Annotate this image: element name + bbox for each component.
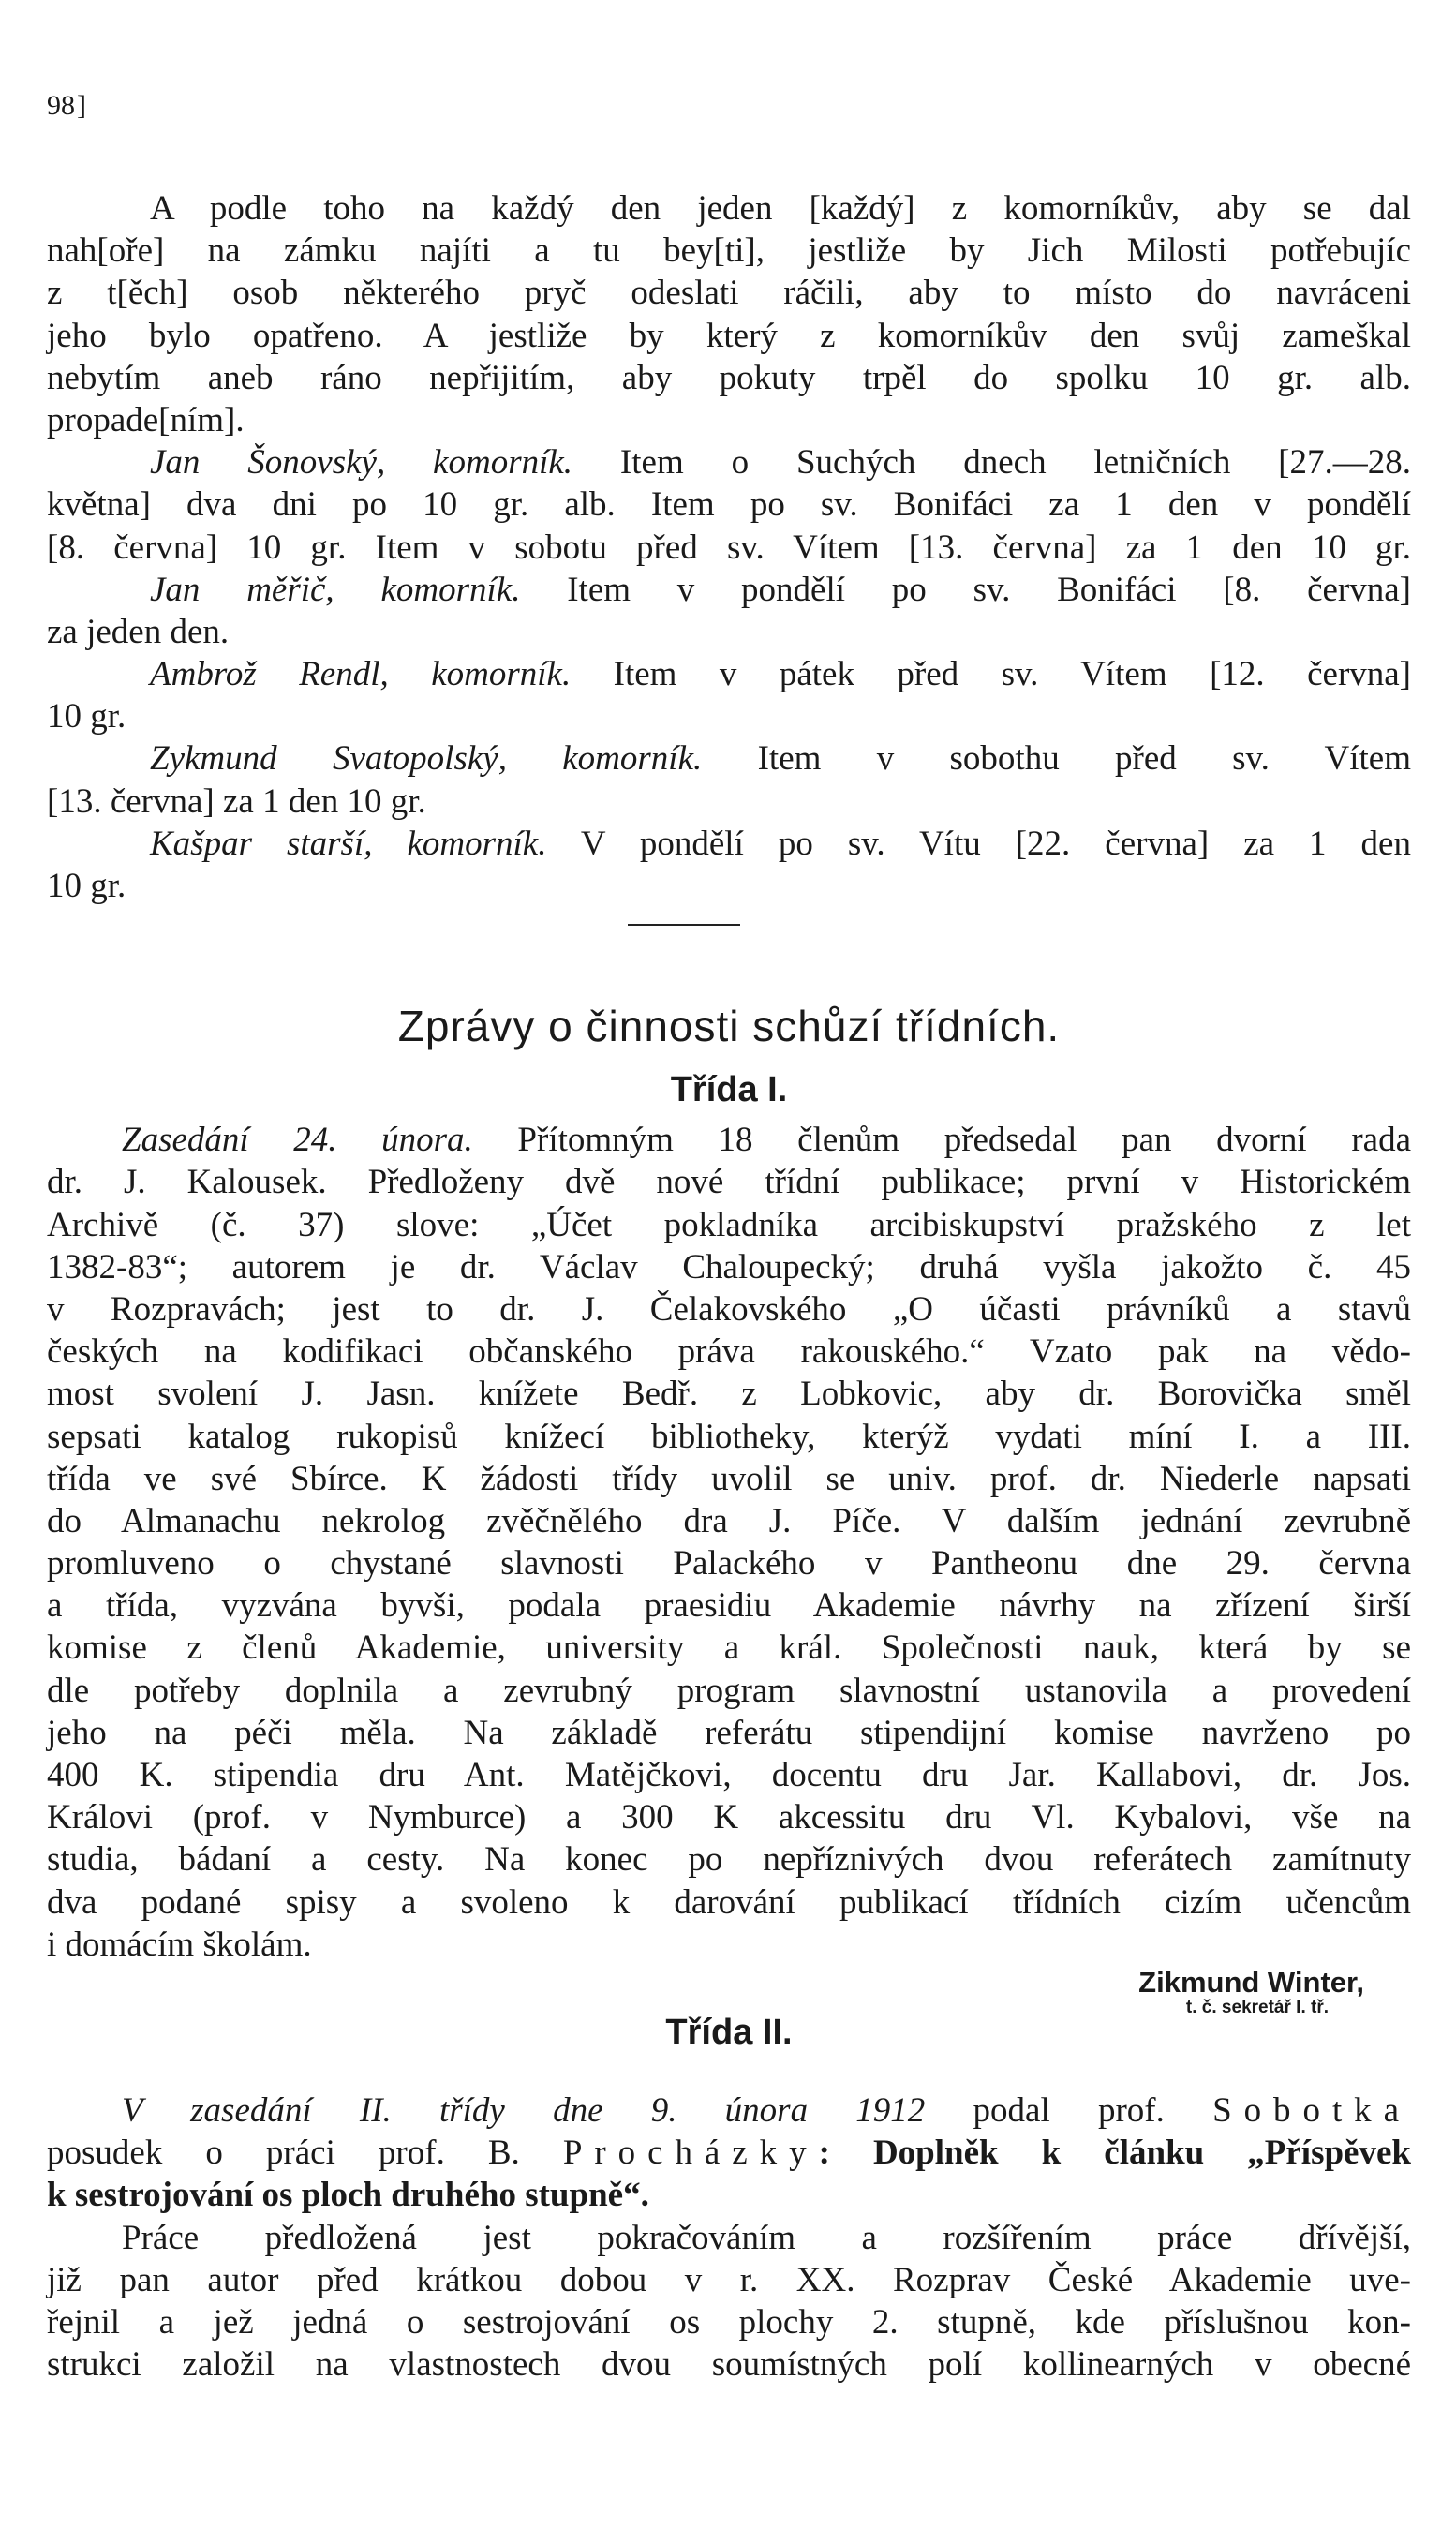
entry-name: Ambrož Rendl, komorník. — [150, 655, 572, 694]
entry-line: května] dva dni po 10 gr. alb. Item po sv. Bonifáci za 1 den v pondělí — [47, 485, 1411, 525]
page-number-bracket: ] — [77, 90, 86, 121]
spacer — [47, 2061, 1411, 2089]
class1-line: jeho na péči měla. Na základě referátu stipendijní komise navrženo po — [47, 1713, 1411, 1752]
entry-line: [8. června] 10 gr. Item v sobotu před sv. Vítem [13. června] za 1 den 10 gr. — [47, 528, 1411, 567]
spacer — [47, 963, 1411, 991]
entry-name: Zykmund Svatopolský, komorník. — [150, 739, 703, 779]
entry-text: V pondělí po sv. Vítu [22. června] za 1 den — [546, 824, 1411, 863]
entry-line — [47, 653, 1411, 695]
entry-line: [13. června] za 1 den 10 gr. — [47, 781, 426, 821]
page-content — [47, 187, 1411, 2386]
page-number-value: 98 — [47, 90, 75, 121]
entry-text: Item o Suchých dnech letničních [27.—28. — [572, 443, 1411, 483]
signature — [47, 1965, 1411, 2017]
class1-line: i domácím školám. — [47, 1925, 312, 1964]
class1-line: dva podané spisy a svoleno k darování publikací třídních cizím učencům — [47, 1882, 1411, 1922]
page-number — [47, 90, 86, 122]
author-name: Procházky — [562, 2134, 819, 2173]
section-divider — [47, 907, 1411, 963]
class2-line: řejnil a jež jedná o sestrojování os plochy 2. stupně, kde příslušnou kon- — [47, 2302, 1411, 2342]
text-line: nebytím aneb ráno nepřijitím, aby pokuty trpěl do spolku 10 gr. alb. — [47, 358, 1411, 397]
entry-name: Jan Šonovský, komorník. — [150, 443, 573, 483]
class1-line: Archivě (č. 37) slove: „Účet pokladníka arcibiskupství pražského z let — [47, 1205, 1411, 1244]
text-line: nah[oře] na zámku najíti a tu bey[ti], jestliže by Jich Milosti potřebujíc — [47, 231, 1411, 271]
class1-line — [47, 1119, 1411, 1161]
class1-text: Přítomným 18 členům předsedal pan dvorní rada — [472, 1121, 1411, 1160]
entry-line: 10 gr. — [47, 697, 126, 736]
class2-line — [47, 2089, 1411, 2132]
text-line: propade[ním]. — [47, 400, 245, 439]
class1-line: českých na kodifikaci občanského práva rakouského.“ Vzato pak na vědo- — [47, 1332, 1411, 1372]
text-line: A podle toho na každý den jeden [každý] z komorníkův, aby se dal — [150, 189, 1411, 228]
class1-line: studia, bádaní a cesty. Na konec po nepříznivých dvou referátech zamítnuty — [47, 1840, 1411, 1880]
class1-heading: Třída I. — [670, 1070, 788, 1110]
signature-name: Zikmund Winter, — [1138, 1965, 1364, 1999]
work-title: k sestrojování os ploch druhého stupně“. — [47, 2176, 649, 2215]
class2-lead: V zasedání II. třídy dne 9. února 1912 — [122, 2090, 926, 2130]
class1-line: třída ve své Sbírce. K žádosti třídy uvolil se univ. prof. dr. Niederle napsati — [47, 1459, 1411, 1498]
class2-text: posudek o práci prof. B. — [47, 2134, 563, 2173]
entry-line — [47, 441, 1411, 483]
entry-line — [47, 569, 1411, 611]
entry-line: za jeden den. — [47, 612, 230, 651]
class1-line: 1382-83“; autorem je dr. Václav Chaloupecký; druhá vyšla jakožto č. 45 — [47, 1247, 1411, 1286]
entry-text: Item v pátek před sv. Vítem [12. června] — [571, 655, 1412, 694]
entry-name: Jan měřič, komorník. — [150, 570, 521, 609]
entry-text: Item v pondělí po sv. Bonifáci [8. června] — [520, 570, 1411, 609]
entry-line — [47, 823, 1411, 865]
class2-line — [47, 2132, 1411, 2174]
class2-line: strukci založil na vlastnostech dvou soumístných polí kollinearných v obecné — [47, 2345, 1411, 2385]
class2-line: Práce předložená jest pokračováním a rozšířením práce dřívější, — [122, 2218, 1411, 2257]
work-title: : Doplněk k článku „Příspěvek — [818, 2134, 1411, 2173]
class1-line: v Rozpravách; jest to dr. J. Čelakovského „O účasti právníků a stavů — [47, 1289, 1411, 1329]
entry-name: Kašpar starší, komorník. — [150, 824, 547, 863]
class1-lead: Zasedání 24. února. — [122, 1121, 473, 1160]
class2-text: podal prof. — [925, 2090, 1213, 2130]
divider-rule — [628, 924, 740, 926]
entry-text: Item v sobothu před sv. Vítem — [702, 739, 1411, 779]
author-name: Sobotka — [1212, 2090, 1411, 2130]
class1-line: dr. J. Kalousek. Předloženy dvě nové třídní publikace; první v Historickém — [47, 1163, 1411, 1202]
class2-line: již pan autor před krátkou dobou v r. XX. Rozprav České Akademie uve- — [47, 2260, 1411, 2299]
text-line: z t[ěch] osob některého pryč odeslati ráčili, aby to místo do navráceni — [47, 274, 1411, 313]
class2-heading: Třída II. — [665, 2012, 793, 2052]
class1-line: dle potřeby doplnila a zevrubný program slavnostní ustanovila a provedení — [47, 1671, 1411, 1710]
class1-line: do Almanachu nekrolog zvěčnělého dra J. Píče. V dalším jednání zevrubně — [47, 1501, 1411, 1540]
section-title: Zprávy o činnosti schůzí třídních. — [397, 1002, 1061, 1051]
class1-line: most svolení J. Jasn. knížete Bedř. z Lobkovic, aby dr. Borovička směl — [47, 1375, 1411, 1414]
entry-line — [47, 737, 1411, 780]
text-line: jeho bylo opatřeno. A jestliže by který z komorníkův den svůj zameškal — [47, 316, 1411, 355]
signature-role: t. č. sekretář I. tř. — [1185, 1997, 1329, 2017]
class1-line: a třída, vyzvána byvši, podala praesidiu Akademie návrhy na zřízení širší — [47, 1586, 1411, 1626]
class1-line: komise z členů Akademie, university a král. Společnosti nauk, která by se — [47, 1628, 1411, 1668]
class1-line: sepsati katalog rukopisů knížecí bibliotheky, kterýž vydati míní I. a III. — [47, 1417, 1411, 1456]
class1-line: promluveno o chystané slavnosti Palackého v Pantheonu dne 29. června — [47, 1544, 1411, 1584]
class1-line: 400 K. stipendia dru Ant. Matějčkovi, docentu dru Jar. Kallabovi, dr. Jos. — [47, 1756, 1411, 1794]
class1-line: Královi (prof. v Nymburce) a 300 K akcessitu dru Vl. Kybalovi, vše na — [47, 1798, 1411, 1837]
entry-line: 10 gr. — [47, 867, 126, 905]
